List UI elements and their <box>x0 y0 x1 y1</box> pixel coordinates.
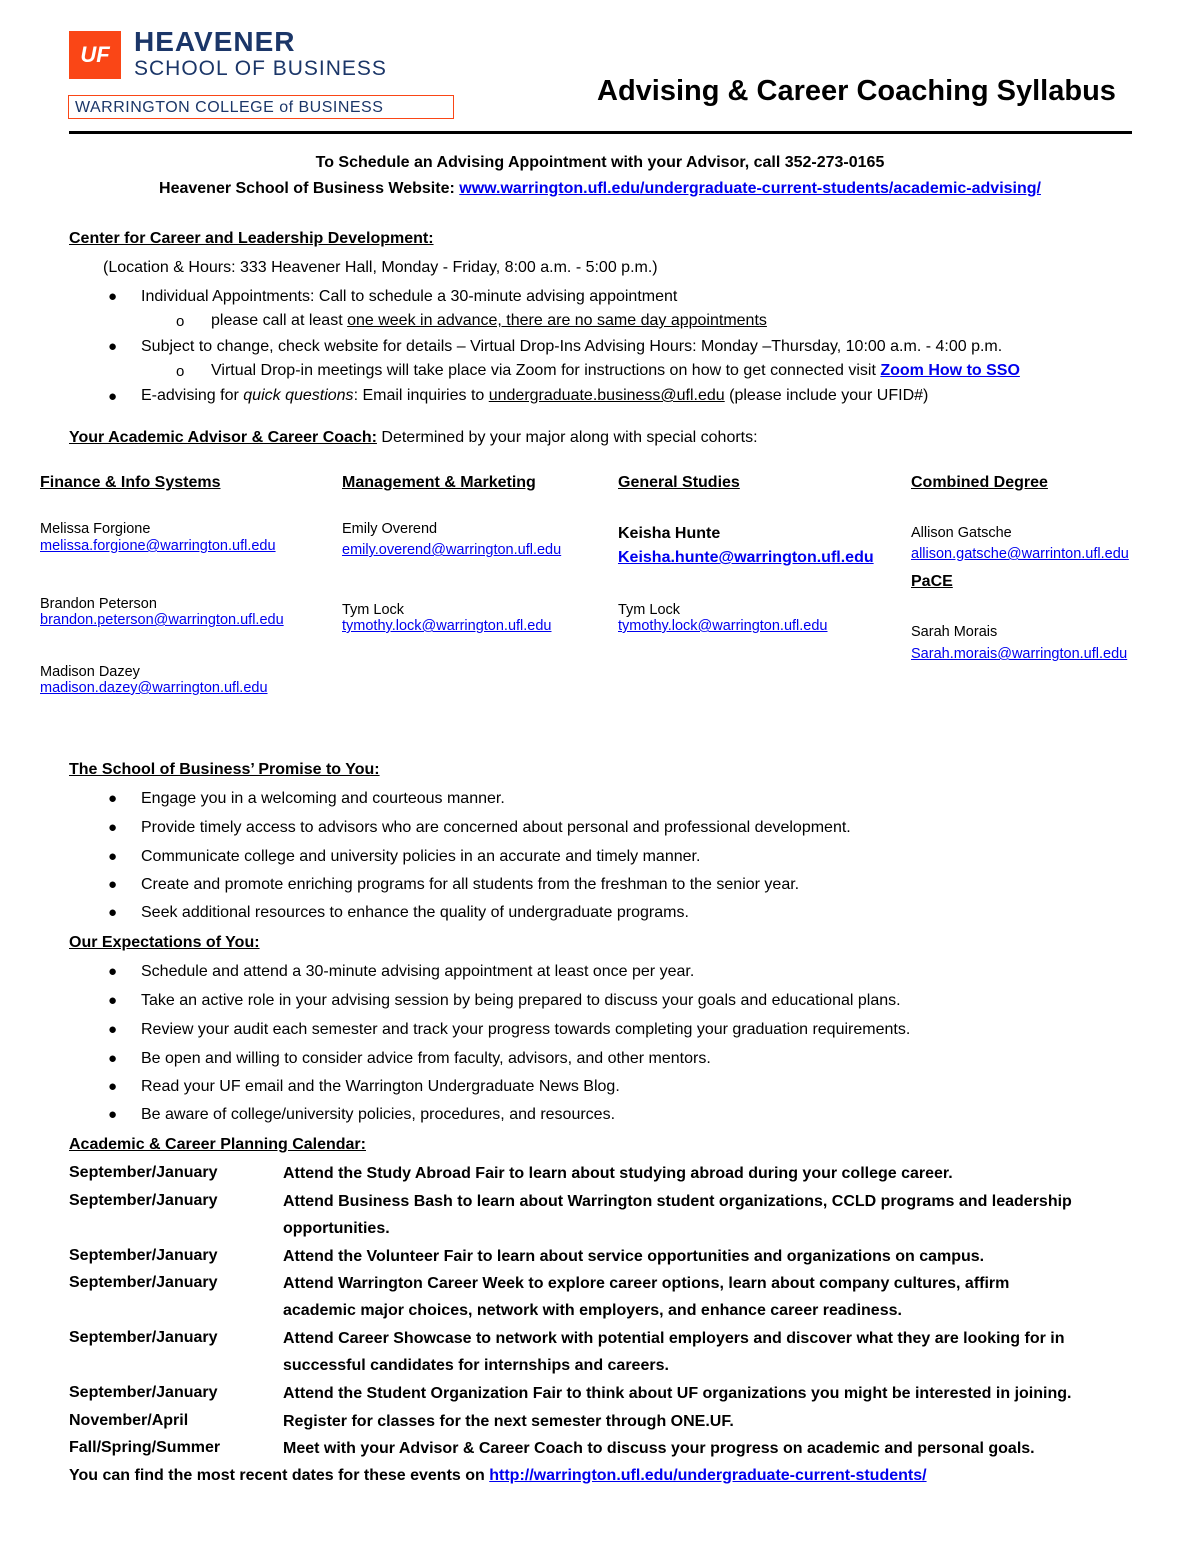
calendar-desc: Attend Career Showcase to network with potential employers and discover what they are looking for in successful candidates for internships and careers. <box>283 1330 1065 1374</box>
calendar-desc: Attend the Student Organization Fair to think about UF organizations you might be interested in joining. <box>283 1385 1072 1402</box>
calendar-month: September/January <box>69 1247 218 1264</box>
bullet-icon: ● <box>108 1078 118 1095</box>
col-mgmt-title: Management & Marketing <box>342 474 536 491</box>
col-combined-title: Combined Degree <box>911 474 1048 491</box>
pace-title: PaCE <box>911 573 953 590</box>
promise-item: Communicate college and university policies in an accurate and timely manner. <box>141 848 701 865</box>
cld-b3-mid: : Email inquiries to <box>353 387 489 404</box>
cld-heading: Center for Career and Leadership Development: <box>69 230 434 247</box>
expect-item: Review your audit each semester and track your progress towards completing your graduation requirements. <box>141 1021 911 1038</box>
zoom-sso-link[interactable]: Zoom How to SSO <box>880 362 1020 379</box>
website-label: Heavener School of Business Website: <box>159 180 455 197</box>
bullet-icon: ● <box>108 904 118 921</box>
advisor-email[interactable]: allison.gatsche@warrinton.ufl.edu <box>911 546 1129 562</box>
calendar-desc: Attend the Volunteer Fair to learn about service opportunities and organizations on campus. <box>283 1248 985 1265</box>
advisor-email[interactable]: brandon.peterson@warrington.ufl.edu <box>40 612 284 628</box>
calendar-footer-link[interactable]: http://warrington.ufl.edu/undergraduate-current-students/ <box>489 1467 927 1484</box>
advisor-name: Brandon Peterson <box>40 596 157 612</box>
website-link[interactable]: www.warrington.ufl.edu/undergraduate-current-students/academic-advising/ <box>459 180 1041 197</box>
page-title: Advising & Career Coaching Syllabus <box>597 75 1116 107</box>
calendar-heading: Academic & Career Planning Calendar: <box>69 1136 366 1153</box>
calendar-month: September/January <box>69 1384 218 1401</box>
calendar-desc: Meet with your Advisor & Career Coach to discuss your progress on academic and personal goals. <box>283 1440 1035 1457</box>
schedule-line: To Schedule an Advising Appointment with your Advisor, call 352-273-0165 <box>315 154 885 171</box>
advisor-email[interactable]: melissa.forgione@warrington.ufl.edu <box>40 538 276 554</box>
bullet-icon: ● <box>108 1021 118 1038</box>
advisor-name: Madison Dazey <box>40 664 140 680</box>
bullet-icon: ● <box>108 288 118 305</box>
expect-item: Read your UF email and the Warrington Undergraduate News Blog. <box>141 1078 620 1095</box>
calendar-month: September/January <box>69 1274 218 1291</box>
header-divider <box>69 131 1132 134</box>
cld-bullet-3 <box>141 387 928 405</box>
cld-bullet-1-sub <box>211 312 767 330</box>
cld-b3-italic: quick questions <box>243 387 354 404</box>
bullet-icon: ● <box>108 790 118 807</box>
advisor-name: Emily Overend <box>342 521 438 537</box>
calendar-footer-prefix: You can find the most recent dates for these events on <box>69 1467 490 1484</box>
expect-item: Schedule and attend a 30-minute advising appointment at least once per year. <box>141 963 695 980</box>
calendar-month: Fall/Spring/Summer <box>69 1439 221 1456</box>
bullet-icon: ● <box>108 1106 118 1123</box>
col-general-title: General Studies <box>618 474 740 491</box>
advisor-name: Keisha Hunte <box>618 525 721 542</box>
advisor-name: Tym Lock <box>618 602 681 618</box>
cld-bullet-1: Individual Appointments: Call to schedule a 30-minute advising appointment <box>141 288 678 305</box>
cld-b1-sub-prefix: please call at least <box>211 312 348 329</box>
calendar-month: September/January <box>69 1164 218 1181</box>
advisor-heading-suffix: Determined by your major along with special cohorts: <box>376 429 758 446</box>
calendar-desc: Attend Business Bash to learn about Warrington student organizations, CCLD programs and leadership opportunities. <box>283 1193 1072 1237</box>
bullet-icon: ● <box>108 992 118 1009</box>
logo-warrington-college: WARRINGTON COLLEGE of BUSINESS <box>68 95 454 119</box>
advisor-name: Sarah Morais <box>911 624 998 640</box>
uf-logo-mark: UF <box>69 31 121 79</box>
bullet-icon: ● <box>108 388 118 405</box>
calendar-footer <box>69 1467 927 1485</box>
advisor-email[interactable]: tymothy.lock@warrington.ufl.edu <box>342 618 552 634</box>
advisor-name: Allison Gatsche <box>911 525 1012 541</box>
promise-item: Provide timely access to advisors who are concerned about personal and professional development. <box>141 819 851 836</box>
cld-bullet-2: Subject to change, check website for details – Virtual Drop-Ins Advising Hours: Monday –Thursday, 10:00 a.m. - 4:00 p.m. <box>141 338 1003 355</box>
calendar-desc: Attend Warrington Career Week to explore career options, learn about company cultures, affirm academic major choices, network with employers, and enhance career readiness. <box>283 1275 1010 1319</box>
advisor-heading: Your Academic Advisor & Career Coach: <box>69 429 377 446</box>
calendar-desc: Register for classes for the next semester through ONE.UF. <box>283 1413 734 1430</box>
calendar-month: November/April <box>69 1412 189 1429</box>
calendar-desc: Attend the Study Abroad Fair to learn about studying abroad during your college career. <box>283 1165 953 1182</box>
bullet-icon: ● <box>108 1050 118 1067</box>
website-line <box>0 180 1200 198</box>
eadvising-email[interactable]: undergraduate.business@ufl.edu <box>488 387 725 404</box>
advisor-name: Tym Lock <box>342 602 405 618</box>
promise-item: Seek additional resources to enhance the quality of undergraduate programs. <box>141 904 689 921</box>
cld-b2-sub-prefix: Virtual Drop-in meetings will take place via Zoom for instructions on how to get connected visit <box>211 362 881 379</box>
advisor-email[interactable]: emily.overend@warrington.ufl.edu <box>342 542 562 558</box>
col-finance-title: Finance & Info Systems <box>40 474 221 491</box>
promise-heading: The School of Business’ Promise to You: <box>69 761 380 778</box>
bullet-icon: ● <box>108 848 118 865</box>
expect-item: Be aware of college/university policies, procedures, and resources. <box>141 1106 616 1123</box>
cld-b3-suffix: (please include your UFID#) <box>724 387 929 404</box>
advisor-heading-line <box>69 429 758 447</box>
bullet-icon: ● <box>108 819 118 836</box>
sub-bullet-icon: o <box>176 313 185 330</box>
calendar-month: September/January <box>69 1192 218 1209</box>
cld-bullet-2-sub <box>211 362 1020 380</box>
advisor-name: Melissa Forgione <box>40 521 151 537</box>
logo-school-of-business: SCHOOL OF BUSINESS <box>134 57 387 80</box>
expect-item: Take an active role in your advising session by being prepared to discuss your goals and educational plans. <box>141 992 901 1009</box>
advisor-email[interactable]: tymothy.lock@warrington.ufl.edu <box>618 618 828 634</box>
expect-item: Be open and willing to consider advice from faculty, advisors, and other mentors. <box>141 1050 711 1067</box>
bullet-icon: ● <box>108 338 118 355</box>
promise-item: Create and promote enriching programs for all students from the freshman to the senior year. <box>141 876 800 893</box>
bullet-icon: ● <box>108 876 118 893</box>
advisor-email[interactable]: madison.dazey@warrington.ufl.edu <box>40 680 268 696</box>
cld-b3-prefix: E-advising for <box>141 387 244 404</box>
calendar-month: September/January <box>69 1329 218 1346</box>
cld-b1-sub-underline: one week in advance, there are no same day appointments <box>347 312 767 329</box>
promise-item: Engage you in a welcoming and courteous manner. <box>141 790 505 807</box>
advisor-email[interactable]: Sarah.morais@warrington.ufl.edu <box>911 646 1128 662</box>
bullet-icon: ● <box>108 963 118 980</box>
advisor-email[interactable]: Keisha.hunte@warrington.ufl.edu <box>618 549 874 566</box>
sub-bullet-icon: o <box>176 363 185 380</box>
expect-heading: Our Expectations of You: <box>69 934 260 951</box>
logo-heavener: HEAVENER <box>134 26 296 57</box>
cld-location: (Location & Hours: 333 Heavener Hall, Monday - Friday, 8:00 a.m. - 5:00 p.m.) <box>103 259 658 276</box>
